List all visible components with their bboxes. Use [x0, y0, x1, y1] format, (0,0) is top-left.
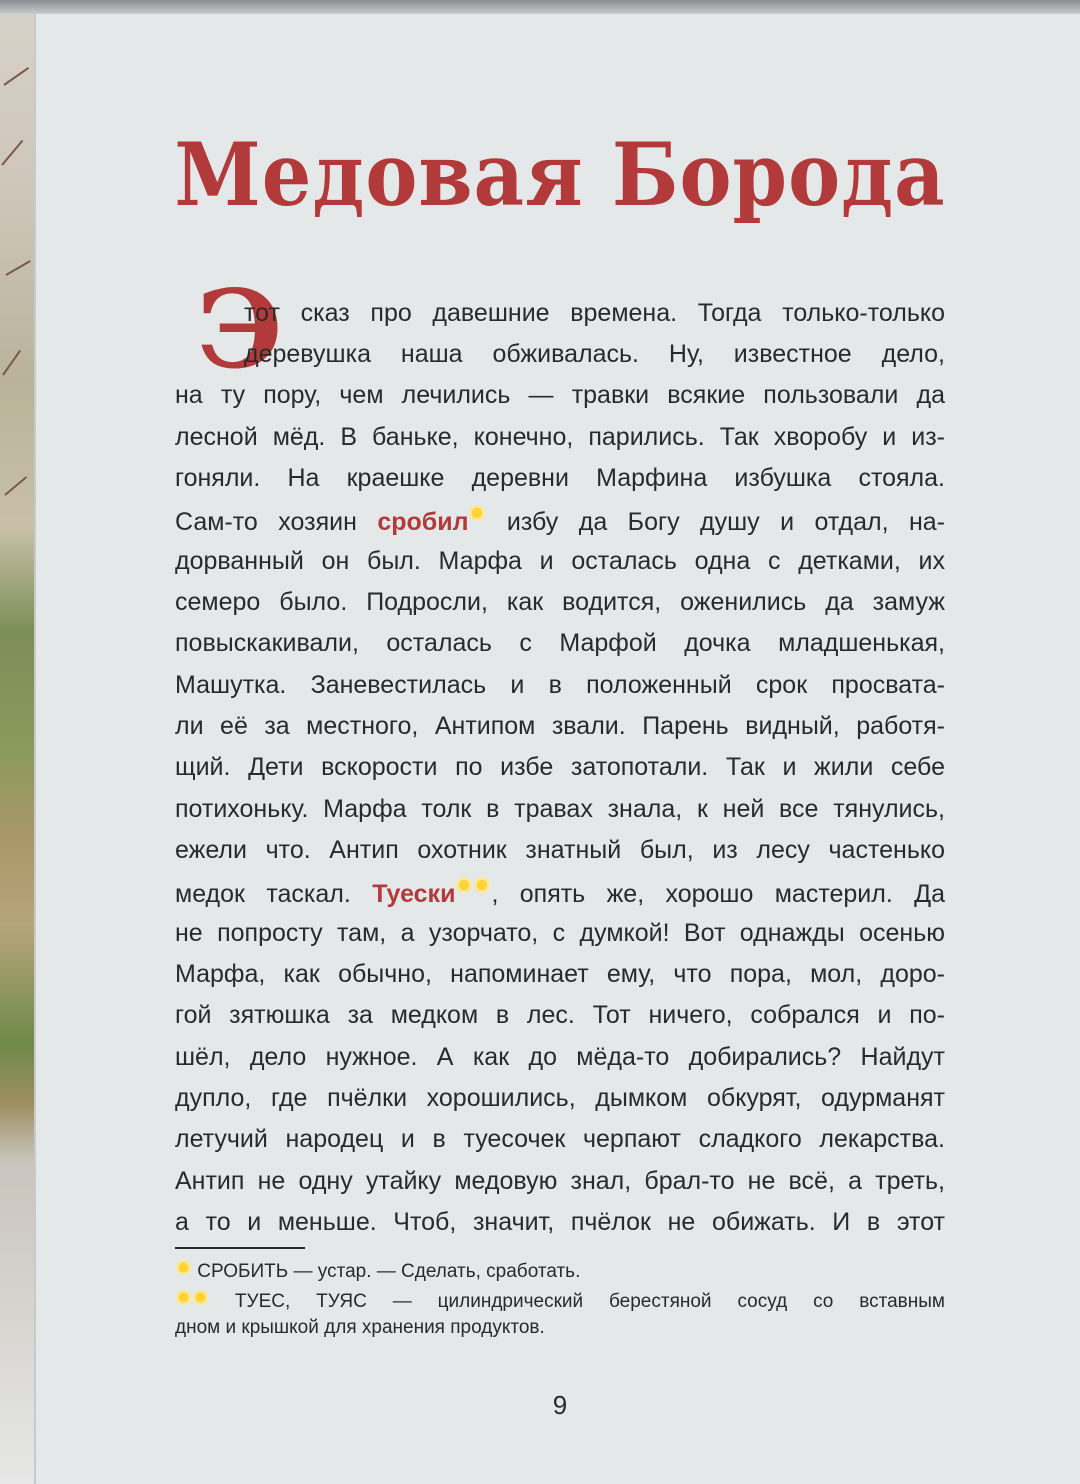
footnote-text: ТУЕС, ТУЯС — цилиндрический берестяной сосуд со вставным: [234, 1291, 945, 1312]
glossary-term-tueski: Туески: [372, 880, 456, 908]
text-segment: избу да Богу душу и отдал, на-: [486, 508, 945, 536]
text-segment: семеро было. Подросли, как водится, оженились да замуж: [175, 588, 945, 616]
text-segment: ежели что. Антип охотник знатный был, из лесу частенько: [175, 836, 945, 864]
text-segment: Антип не одну утайку медовую знал, брал-то не всё, а треть,: [175, 1167, 945, 1195]
text-line: [175, 918, 945, 948]
text-segment: щий. Дети вскорости по избе затопотали. Так и жили себе: [175, 753, 945, 781]
text-line: [244, 339, 945, 369]
text-segment: Марфа, как обычно, напоминает ему, что пора, мол, доро-: [175, 960, 945, 988]
text-segment: гоняли. На краешке деревни Марфина избушка стояла.: [175, 464, 945, 492]
text-segment: дупло, где пчёлки хорошились, дымком обкурят, одурманят: [175, 1084, 945, 1112]
footnote-star-icon: [192, 1289, 209, 1306]
text-segment: гой зятюшка за медком в лес. Тот ничего, собрался и по-: [175, 1001, 945, 1029]
chapter-title: Медовая Борода: [174, 124, 946, 227]
footnote-2-continued: [175, 1315, 945, 1341]
text-line: [175, 463, 945, 493]
text-line: [175, 380, 945, 410]
text-line: [175, 422, 945, 452]
text-segment: а то и меньше. Чтоб, значит, пчёлок не обижать. И в этот: [175, 1208, 945, 1236]
text-segment: Сам-то хозяин: [175, 508, 378, 536]
text-segment: , опять же, хорошо мастерил. Да: [491, 880, 946, 908]
footnote-text: СРОБИТЬ — устар. — Сделать, сработать.: [197, 1261, 581, 1282]
adjacent-page-illustration: [0, 14, 36, 1484]
text-segment: лесной мёд. В баньке, конечно, парились. Так хворобу и из-: [175, 423, 945, 451]
footnote-star-icon: [175, 1259, 192, 1276]
text-line: [175, 628, 945, 658]
text-segment: медок таскал.: [175, 880, 373, 908]
page-number: 9: [552, 1390, 568, 1420]
footnote-star-icon: [455, 876, 473, 894]
text-segment: потихоньку. Марфа толк в травах знала, к ней все тянулись,: [175, 795, 945, 823]
footnote-2: [175, 1289, 945, 1315]
glossary-term-srobil: сробил: [377, 508, 469, 536]
text-line: [175, 1124, 945, 1154]
text-segment: Машутка. Заневестилась и в положенный срок просвата-: [175, 671, 945, 699]
text-line: [175, 959, 945, 989]
text-segment: не попросту там, а узорчато, с думкой! Вот однажды осенью: [175, 919, 945, 947]
text-segment: летучий народец и в туесочек черпают сладкого лекарства.: [175, 1125, 945, 1153]
text-line: [175, 1207, 945, 1237]
text-segment: шёл, дело нужное. А как до мёда-то добирались? Найдут: [175, 1043, 945, 1071]
text-line: [175, 587, 945, 617]
text-segment: ли её за местного, Антипом звали. Парень видный, работя-: [175, 712, 945, 740]
text-segment: повыскакивали, осталась с Марфой дочка младшенькая,: [175, 629, 945, 657]
text-line: [175, 1000, 945, 1030]
text-segment: тот сказ про давешние времена. Тогда только-только: [244, 299, 945, 327]
text-segment: дорванный он был. Марфа и осталась одна с детками, их: [175, 547, 945, 575]
text-line: [175, 711, 945, 741]
text-line: [175, 504, 945, 537]
text-line: [175, 1042, 945, 1072]
footnote-divider: [175, 1247, 305, 1249]
text-line: [175, 794, 945, 824]
text-line: [175, 876, 945, 909]
text-line: [175, 670, 945, 700]
text-line: [175, 835, 945, 865]
footnote-star-icon: [468, 504, 486, 522]
text-line: [175, 1083, 945, 1113]
text-segment: деревушка наша обживалась. Ну, известное дело,: [244, 340, 945, 368]
footnote-1: [175, 1259, 945, 1285]
text-line: [244, 298, 945, 328]
drop-cap: Э: [197, 267, 283, 393]
footnote-star-icon: [473, 876, 491, 894]
text-line: [175, 1166, 945, 1196]
text-line: [175, 546, 945, 576]
text-segment: на ту пору, чем лечились — травки всякие пользовали да: [175, 381, 945, 409]
footnote-text: дном и крышкой для хранения продуктов.: [175, 1317, 545, 1338]
footnote-star-icon: [175, 1289, 192, 1306]
text-line: [175, 752, 945, 782]
